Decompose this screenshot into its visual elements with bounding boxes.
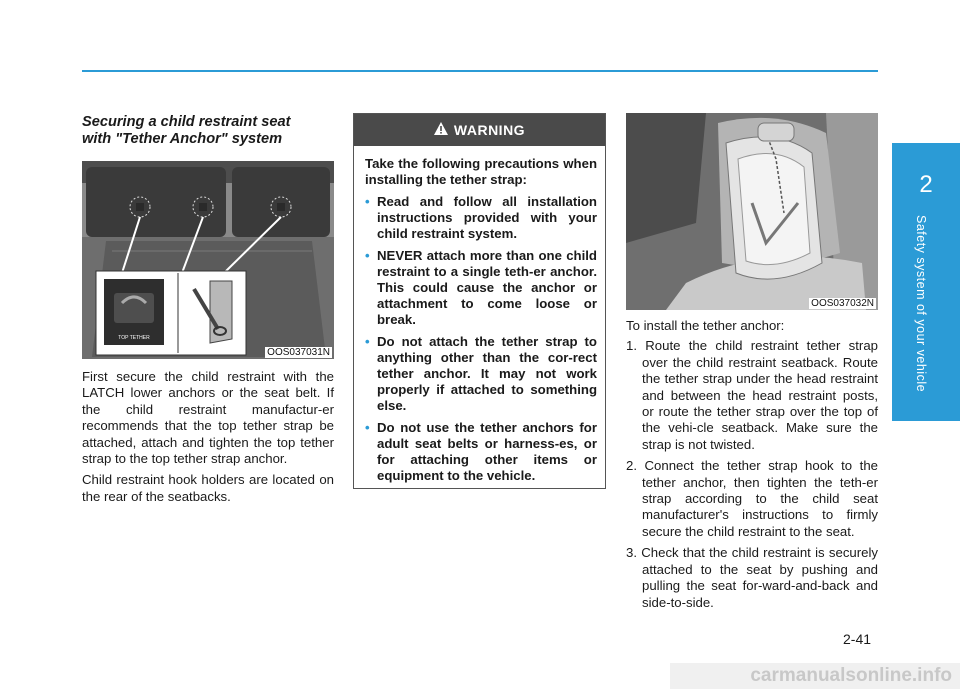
install-steps xyxy=(626,338,878,611)
warning-item: • Read and follow all installation instructions provided with your child restraint system. xyxy=(365,194,597,241)
left-body xyxy=(82,369,334,505)
left-column xyxy=(82,114,334,510)
bullet-icon: • xyxy=(365,334,370,349)
top-tether-label: TOP TETHER xyxy=(118,335,150,341)
figure-caption-left: OOS037031N xyxy=(267,347,330,358)
top-rule xyxy=(82,70,878,72)
step-item: 2. Connect the tether strap hook to the tether anchor, then tighten the teth-er strap according to the child seat manufacturer's instructions to firmly secure the child restraint to the seat. xyxy=(626,458,878,539)
warning-header xyxy=(354,114,605,146)
paragraph-1: First secure the child restraint with the LATCH lower anchors or the seat belt. If the child restraint manufactur-er recommends that the top tether strap be attached, attach and tighten the top tether strap to the top tether strap anchor. xyxy=(82,369,334,467)
cargo-area-figure xyxy=(82,161,334,359)
bullet-icon: • xyxy=(365,420,370,435)
warning-title: WARNING xyxy=(453,122,526,138)
warning-triangle-icon xyxy=(434,122,448,138)
install-intro: To install the tether anchor: xyxy=(626,318,785,333)
bullet-icon: • xyxy=(365,248,370,263)
step-item: 1. Route the child restraint tether strap over the child restraint seatback. Route the tether strap under the head restraint and between the head restraint posts, or route the tether strap over the top of the vehi-cle seatback. Make sure the strap is not twisted. xyxy=(626,338,878,452)
right-body xyxy=(626,318,878,611)
section-heading xyxy=(82,114,334,148)
chapter-title: Safety system of your vehicle xyxy=(914,215,928,393)
section-heading-line2: with "Tether Anchor" system xyxy=(82,131,283,147)
bullet-icon: • xyxy=(365,194,370,209)
warning-box xyxy=(353,113,606,489)
warning-item: • NEVER attach more than one child restraint to a single teth-er anchor. This could cause the anchor or attachment to come loose or break. xyxy=(365,248,597,327)
warning-intro: Take the following precautions when installing the tether strap: xyxy=(365,156,597,187)
chapter-tab xyxy=(892,143,960,421)
warning-item: • Do not use the tether anchors for adult seat belts or harness-es, or for attaching other items or equipment to the vehicle. xyxy=(365,420,597,483)
warning-item: • Do not attach the tether strap to anything other than the cor-rect tether anchor. It may not work properly if attached to something else. xyxy=(365,334,597,413)
warning-body xyxy=(354,146,605,484)
child-seat-figure xyxy=(626,113,878,310)
child-seat-illustration xyxy=(626,113,878,310)
cargo-area-illustration xyxy=(82,161,334,359)
chapter-number: 2 xyxy=(919,171,933,198)
figure-caption-right: OOS037032N xyxy=(811,298,874,309)
page-number: 2-41 xyxy=(843,631,872,647)
step-item: 3. Check that the child restraint is securely attached to the seat by pushing and pulling the seat for-ward-and-back and side-to-side. xyxy=(626,545,878,610)
warning-list xyxy=(365,194,597,484)
paragraph-2: Child restraint hook holders are located on the rear of the seatbacks. xyxy=(82,472,334,504)
section-heading-line1: Securing a child restraint seat xyxy=(82,114,291,130)
right-column xyxy=(626,113,878,616)
watermark[interactable]: carmanualsonline.info xyxy=(670,663,960,689)
